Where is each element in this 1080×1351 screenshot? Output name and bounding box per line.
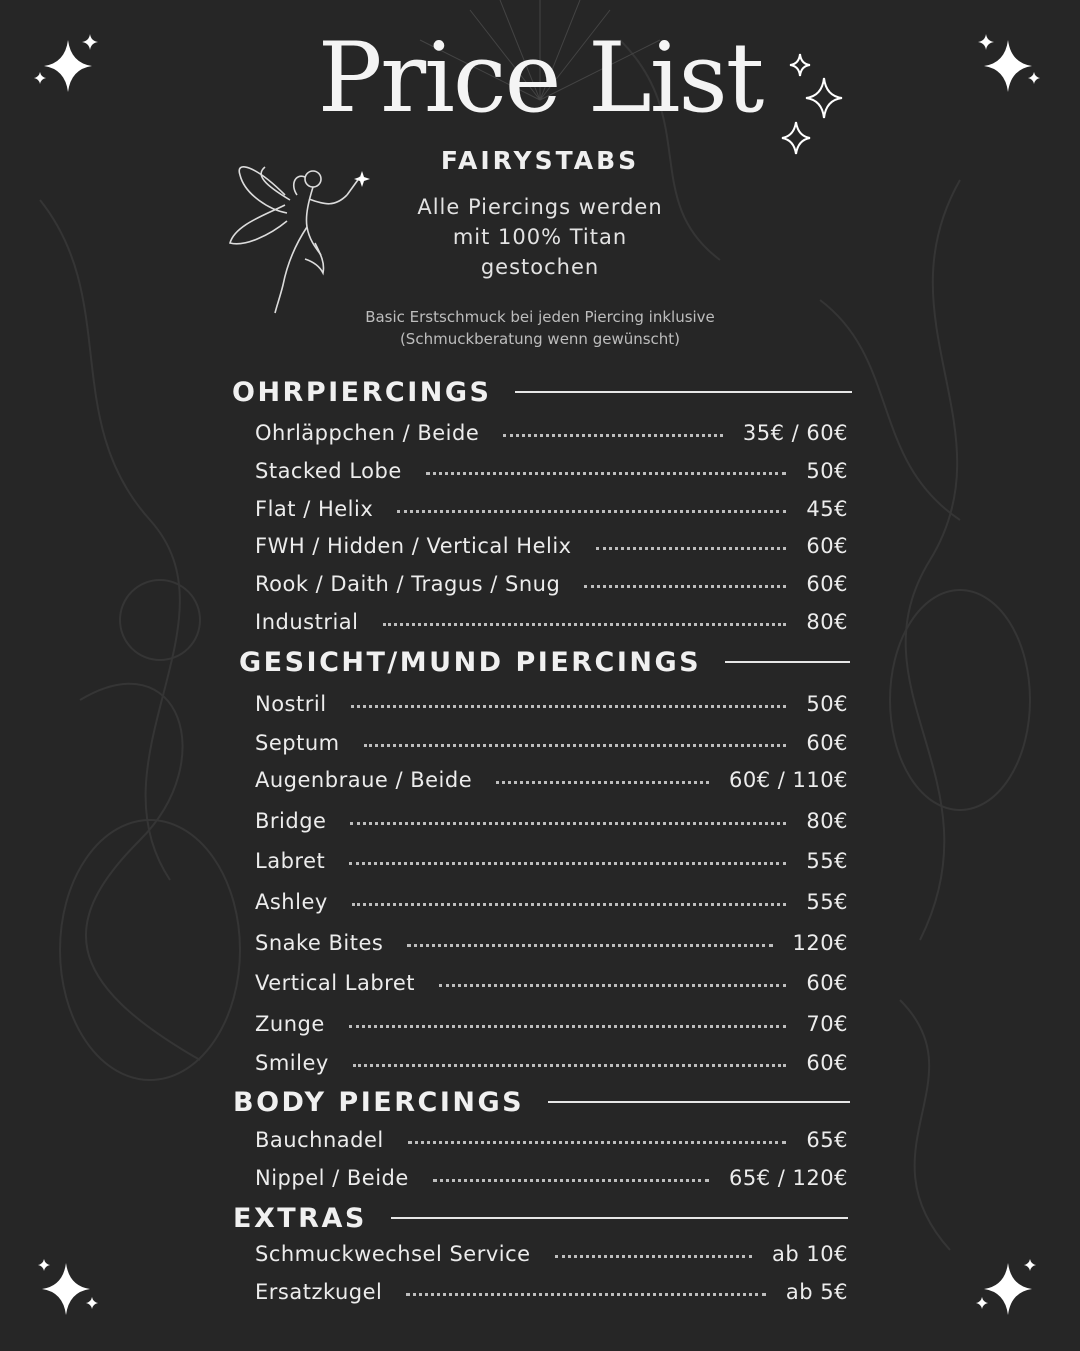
item-name: Vertical Labret [255,971,416,995]
section-divider [725,661,850,663]
sparkle-icon [970,1255,1050,1325]
section-header-gesicht-mund [239,645,850,679]
price-row [255,928,848,958]
item-name: Stacked Lobe [255,459,402,483]
item-price: 50€ [806,459,848,483]
item-price: 50€ [806,692,848,716]
sparkle-icon [30,1255,110,1325]
item-name: Ersatzkugel [255,1280,383,1304]
section-divider [391,1217,848,1219]
dot-leader [584,585,786,588]
note-line: Basic Erstschmuck bei jeden Piercing inklusive [365,308,715,326]
item-price: 60€ [806,971,848,995]
dot-leader [349,862,786,865]
brand-name: FAIRYSTABS [440,146,640,175]
dot-leader [408,1141,787,1144]
price-row [255,531,848,561]
tagline-line: mit 100% Titan [452,225,628,249]
item-name: Septum [255,731,340,755]
item-price: ab 10€ [772,1242,848,1266]
section-header-ohrpiercings [232,375,852,409]
price-row [255,418,848,448]
item-name: Bauchnadel [255,1128,384,1152]
item-price: 60€ [806,534,848,558]
dot-leader [407,944,772,947]
section-header-body [233,1085,850,1119]
dot-leader [433,1179,709,1182]
dot-leader [496,781,709,784]
section-divider [548,1101,850,1103]
dot-leader [350,822,786,825]
price-row [255,689,848,719]
tagline-line: gestochen [480,255,600,279]
price-row [255,1048,848,1078]
item-price: ab 5€ [785,1280,848,1304]
fairy-illustration [225,155,375,320]
item-price: 65€ / 120€ [729,1166,848,1190]
price-row [255,1125,848,1155]
item-price: 60€ [806,572,848,596]
dot-leader [349,1025,787,1028]
price-row [255,728,848,758]
item-price: 55€ [806,849,848,873]
item-price: 55€ [806,890,848,914]
item-price: 45€ [806,497,848,521]
section-title: BODY PIERCINGS [233,1086,525,1118]
item-name: Nostril [255,692,327,716]
price-row [255,494,848,524]
dot-leader [397,510,786,513]
price-row [255,765,848,795]
item-price: 60€ [806,731,848,755]
item-price: 70€ [806,1012,848,1036]
item-name: Flat / Helix [255,497,374,521]
item-price: 35€ / 60€ [742,421,848,445]
section-divider [515,391,852,393]
item-name: FWH / Hidden / Vertical Helix [255,534,572,558]
item-name: Ohrläppchen / Beide [255,421,480,445]
item-price: 65€ [806,1128,848,1152]
price-row [255,1009,848,1039]
item-name: Augenbraue / Beide [255,768,473,792]
section-header-extras [233,1201,848,1235]
dot-leader [503,434,723,437]
tagline-line: Alle Piercings werden [417,195,663,219]
item-name: Schmuckwechsel Service [255,1242,531,1266]
section-title: OHRPIERCINGS [232,376,492,408]
section-title: GESICHT/MUND PIERCINGS [239,646,702,678]
dot-leader [426,472,787,475]
price-row [255,806,848,836]
dot-leader [596,547,787,550]
item-name: Labret [255,849,326,873]
item-price: 60€ [806,1051,848,1075]
item-name: Zunge [255,1012,325,1036]
note-line: (Schmuckberatung wenn gewünscht) [399,330,681,348]
item-name: Smiley [255,1051,329,1075]
dot-leader [352,903,787,906]
item-name: Nippel / Beide [255,1166,409,1190]
price-row [255,887,848,917]
item-price: 80€ [806,610,848,634]
item-price: 80€ [806,809,848,833]
price-row [255,569,848,599]
item-name: Industrial [255,610,359,634]
item-price: 60€ / 110€ [729,768,848,792]
jewelry-note [300,306,780,350]
section-title: EXTRAS [233,1202,367,1234]
tagline [380,192,700,282]
dot-leader [555,1255,752,1258]
dot-leader [351,705,787,708]
item-name: Bridge [255,809,327,833]
page-title: Price List [317,22,763,134]
dot-leader [383,623,787,626]
price-row [255,1239,848,1269]
dot-leader [439,984,786,987]
item-name: Ashley [255,890,328,914]
price-row [255,1163,848,1193]
item-name: Rook / Daith / Tragus / Snug [255,572,561,596]
dot-leader [364,744,787,747]
price-row [255,1277,848,1307]
item-price: 120€ [792,931,848,955]
price-row [255,846,848,876]
price-row [255,456,848,486]
price-row [255,968,848,998]
item-name: Snake Bites [255,931,384,955]
dot-leader [353,1064,787,1067]
price-row [255,607,848,637]
dot-leader [406,1293,766,1296]
